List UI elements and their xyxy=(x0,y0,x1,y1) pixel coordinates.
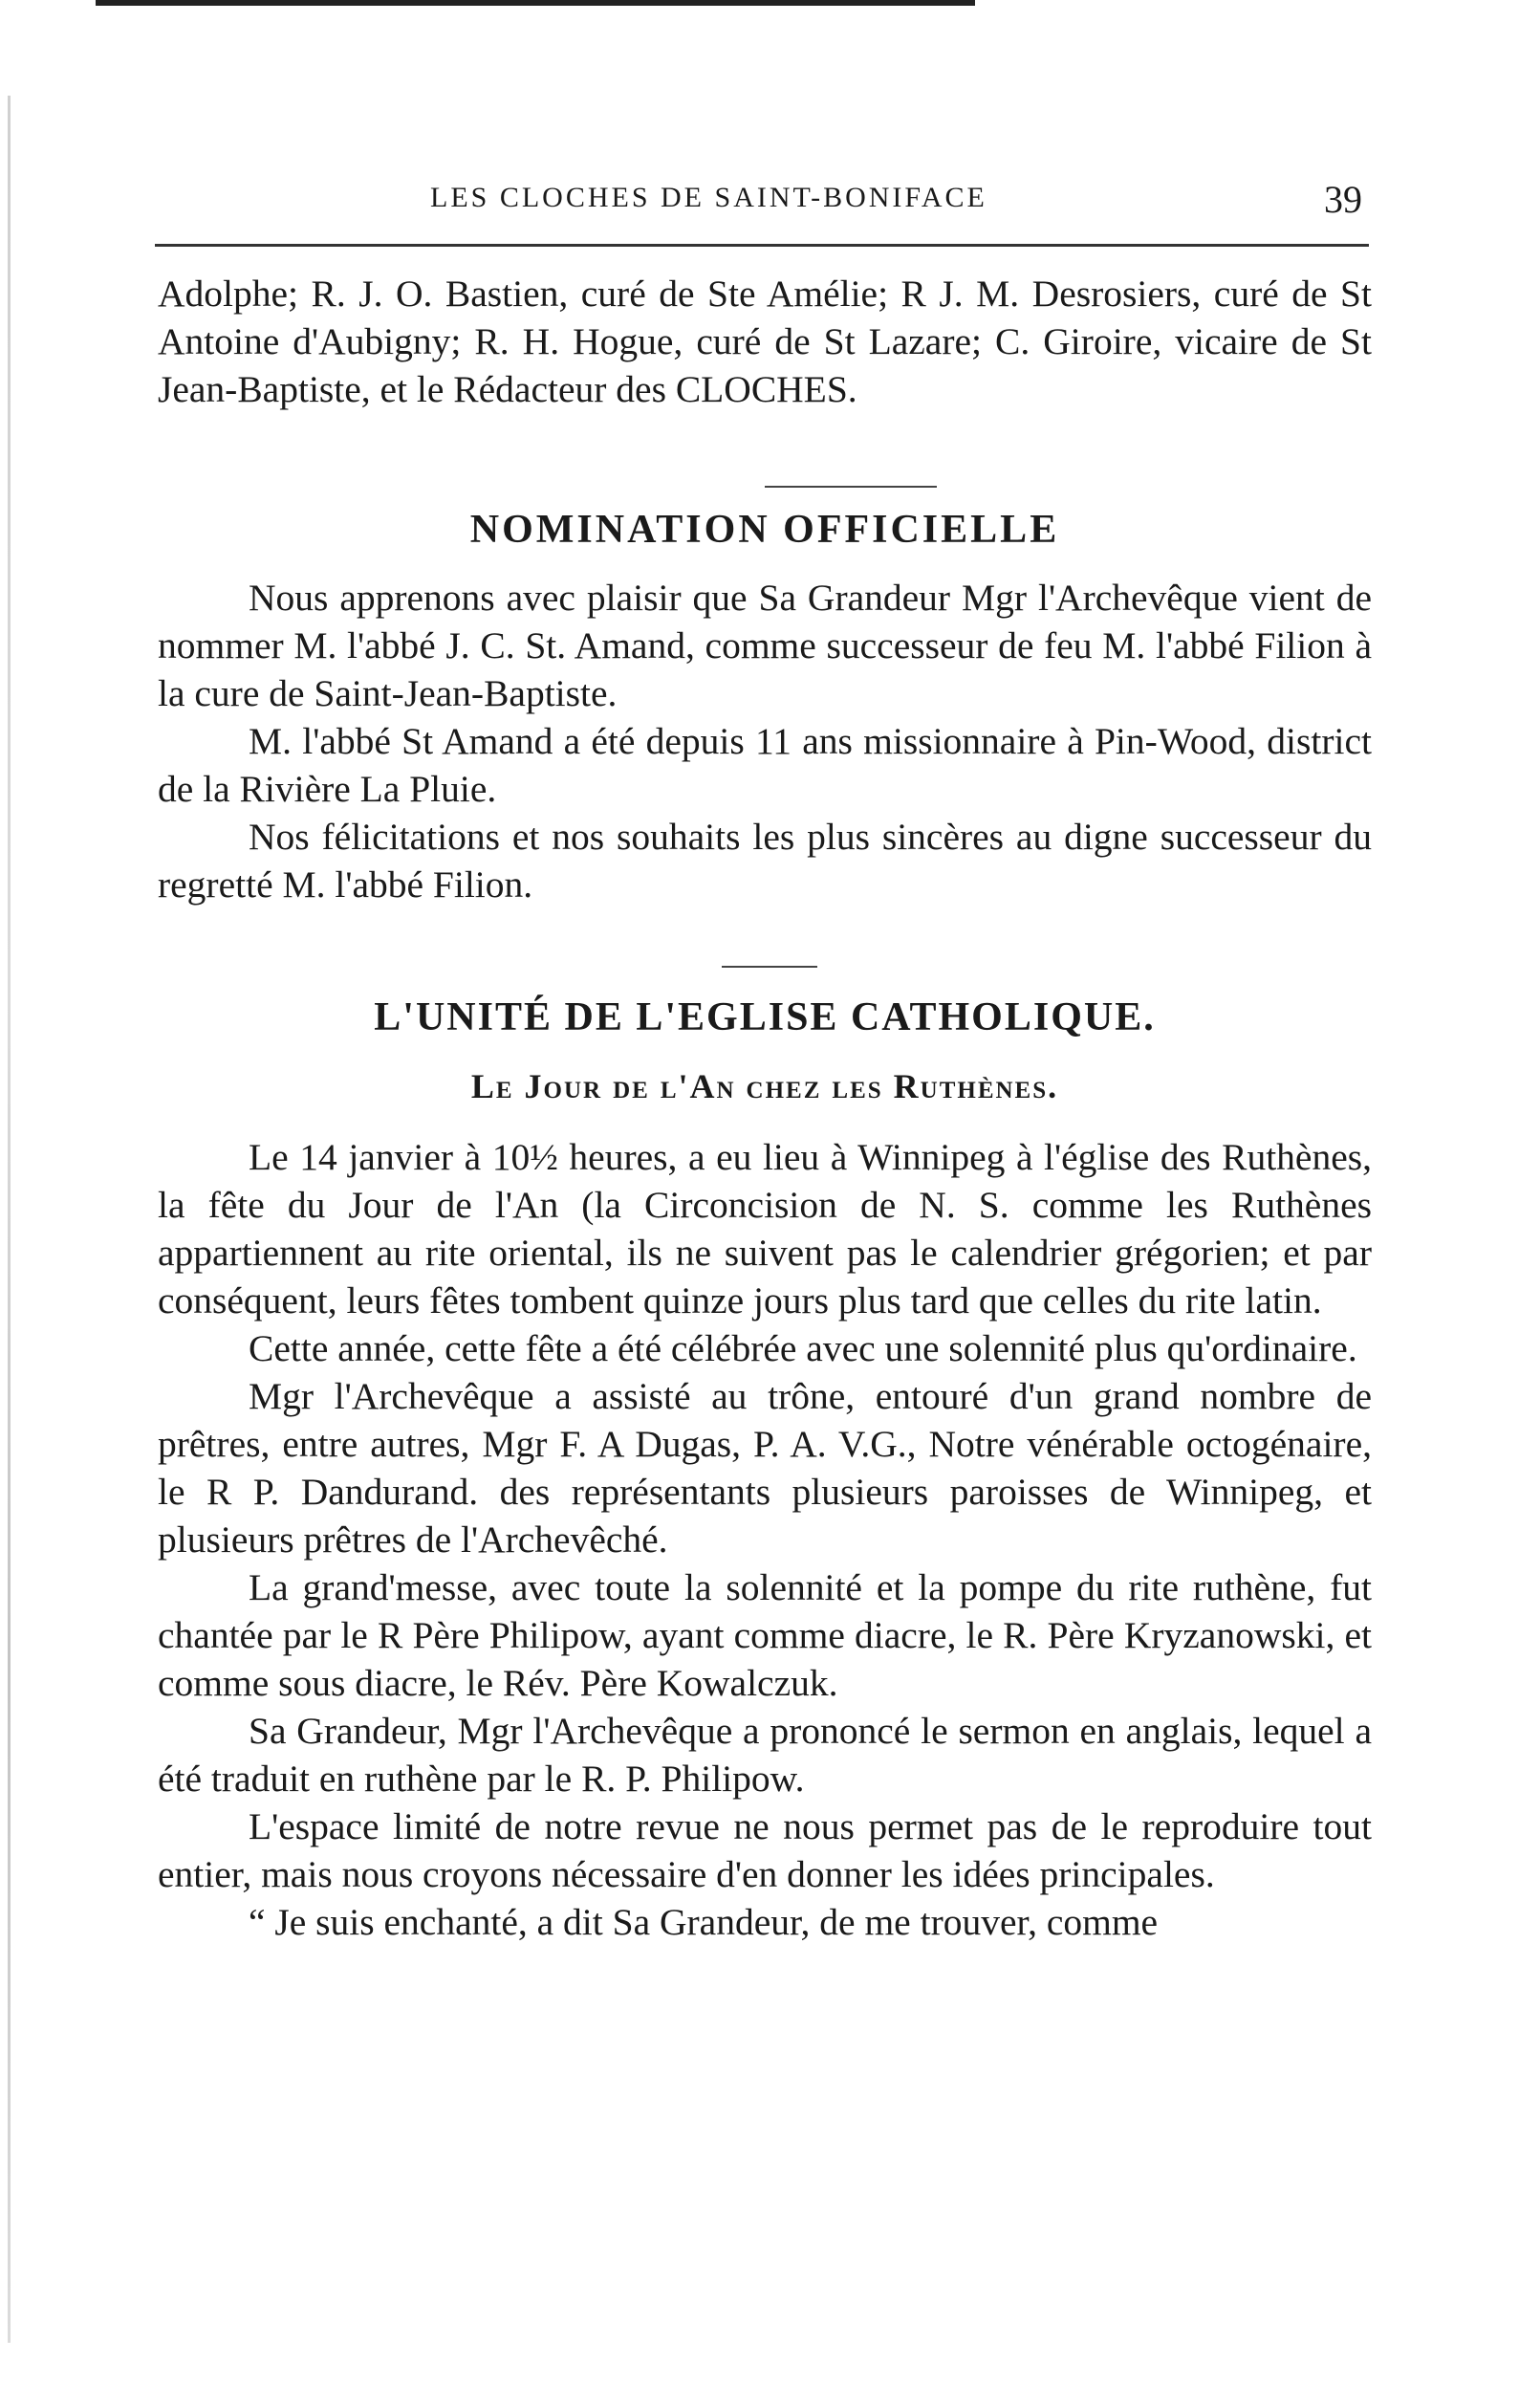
page-number: 39 xyxy=(1324,178,1362,221)
opening-paragraph: Adolphe; R. J. O. Bastien, curé de Ste Amélie; R J. M. Desrosiers, curé de St Antoine d'Aubigny; R. H. Hogue, curé de St Lazare; C. Giroire, vicaire de St Jean-Baptiste, et le Rédacteur des CLOCHES. xyxy=(158,273,1372,410)
nomination-paragraph-1: Nous apprenons avec plaisir que Sa Grandeur Mgr l'Archevêque vient de nommer M. l'abbé J. C. St. Amand, comme successeur de feu M. l'abbé Filion à la cure de Saint-Jean-Baptiste. xyxy=(158,577,1372,714)
unite-paragraph-6: L'espace limité de notre revue ne nous permet pas de le reproduire tout entier, mais nous croyons nécessaire d'en donner les idées principales. xyxy=(158,1805,1372,1895)
nomination-paragraph-3: Nos félicitations et nos souhaits les plus sincères au digne successeur du regretté M. l'abbé Filion. xyxy=(158,816,1372,906)
unite-paragraph-2: Cette année, cette fête a été célébrée avec une solennité plus qu'ordinaire. xyxy=(249,1327,1357,1369)
unite-paragraph-4: La grand'messe, avec toute la solennité et la pompe du rite ruthène, fut chantée par le R Père Philipow, ayant comme diacre, le R. Père Kryzanowski, et comme sous diacre, le Rév. Père Kowalczuk. xyxy=(158,1566,1372,1704)
nomination-section xyxy=(158,574,1372,908)
unite-paragraph-5: Sa Grandeur, Mgr l'Archevêque a prononcé le sermon en anglais, lequel a été traduit en ruthène par le R. P. Philipow. xyxy=(158,1710,1372,1800)
unite-paragraph-7: “ Je suis enchanté, a dit Sa Grandeur, de me trouver, comme xyxy=(249,1901,1159,1943)
opening-section xyxy=(158,270,1372,413)
section-divider xyxy=(765,486,937,488)
nomination-heading: NOMINATION OFFICIELLE xyxy=(469,508,1060,552)
top-edge-rule xyxy=(96,0,975,6)
nomination-paragraph-2: M. l'abbé St Amand a été depuis 11 ans missionnaire à Pin-Wood, district de la Rivière La Pluie. xyxy=(158,720,1372,810)
unite-section xyxy=(158,1133,1372,1946)
unite-subheading: Le Jour de l'An chez les Ruthènes. xyxy=(470,1067,1059,1105)
running-head xyxy=(153,172,1372,229)
unite-paragraph-3: Mgr l'Archevêque a assisté au trône, entouré d'un grand nombre de prêtres, entre autres, Mgr F. A Dugas, P. A. V.G., Notre vénérable octogénaire, le R P. Dandurand. des représentants plusieurs paroisses de Winnipeg, et plusieurs prêtres de l'Archevêché. xyxy=(158,1375,1372,1561)
section-divider-short xyxy=(722,966,817,968)
unite-paragraph-1: Le 14 janvier à 10½ heures, a eu lieu à Winnipeg à l'église des Ruthènes, la fête du Jour de l'An (la Circoncision de N. S. comme les Ruthènes appartiennent au rite oriental, ils ne suivent pas le calendrier grégorien; et par conséquent, leurs fêtes tombent quinze jours plus tard que celles du rite latin. xyxy=(158,1136,1372,1322)
header-rule xyxy=(155,244,1369,247)
page-edge-shadow xyxy=(8,96,11,2343)
unite-heading: L'UNITÉ DE L'EGLISE CATHOLIQUE. xyxy=(374,995,1156,1039)
running-title: LES CLOCHES DE SAINT-BONIFACE xyxy=(430,182,987,213)
